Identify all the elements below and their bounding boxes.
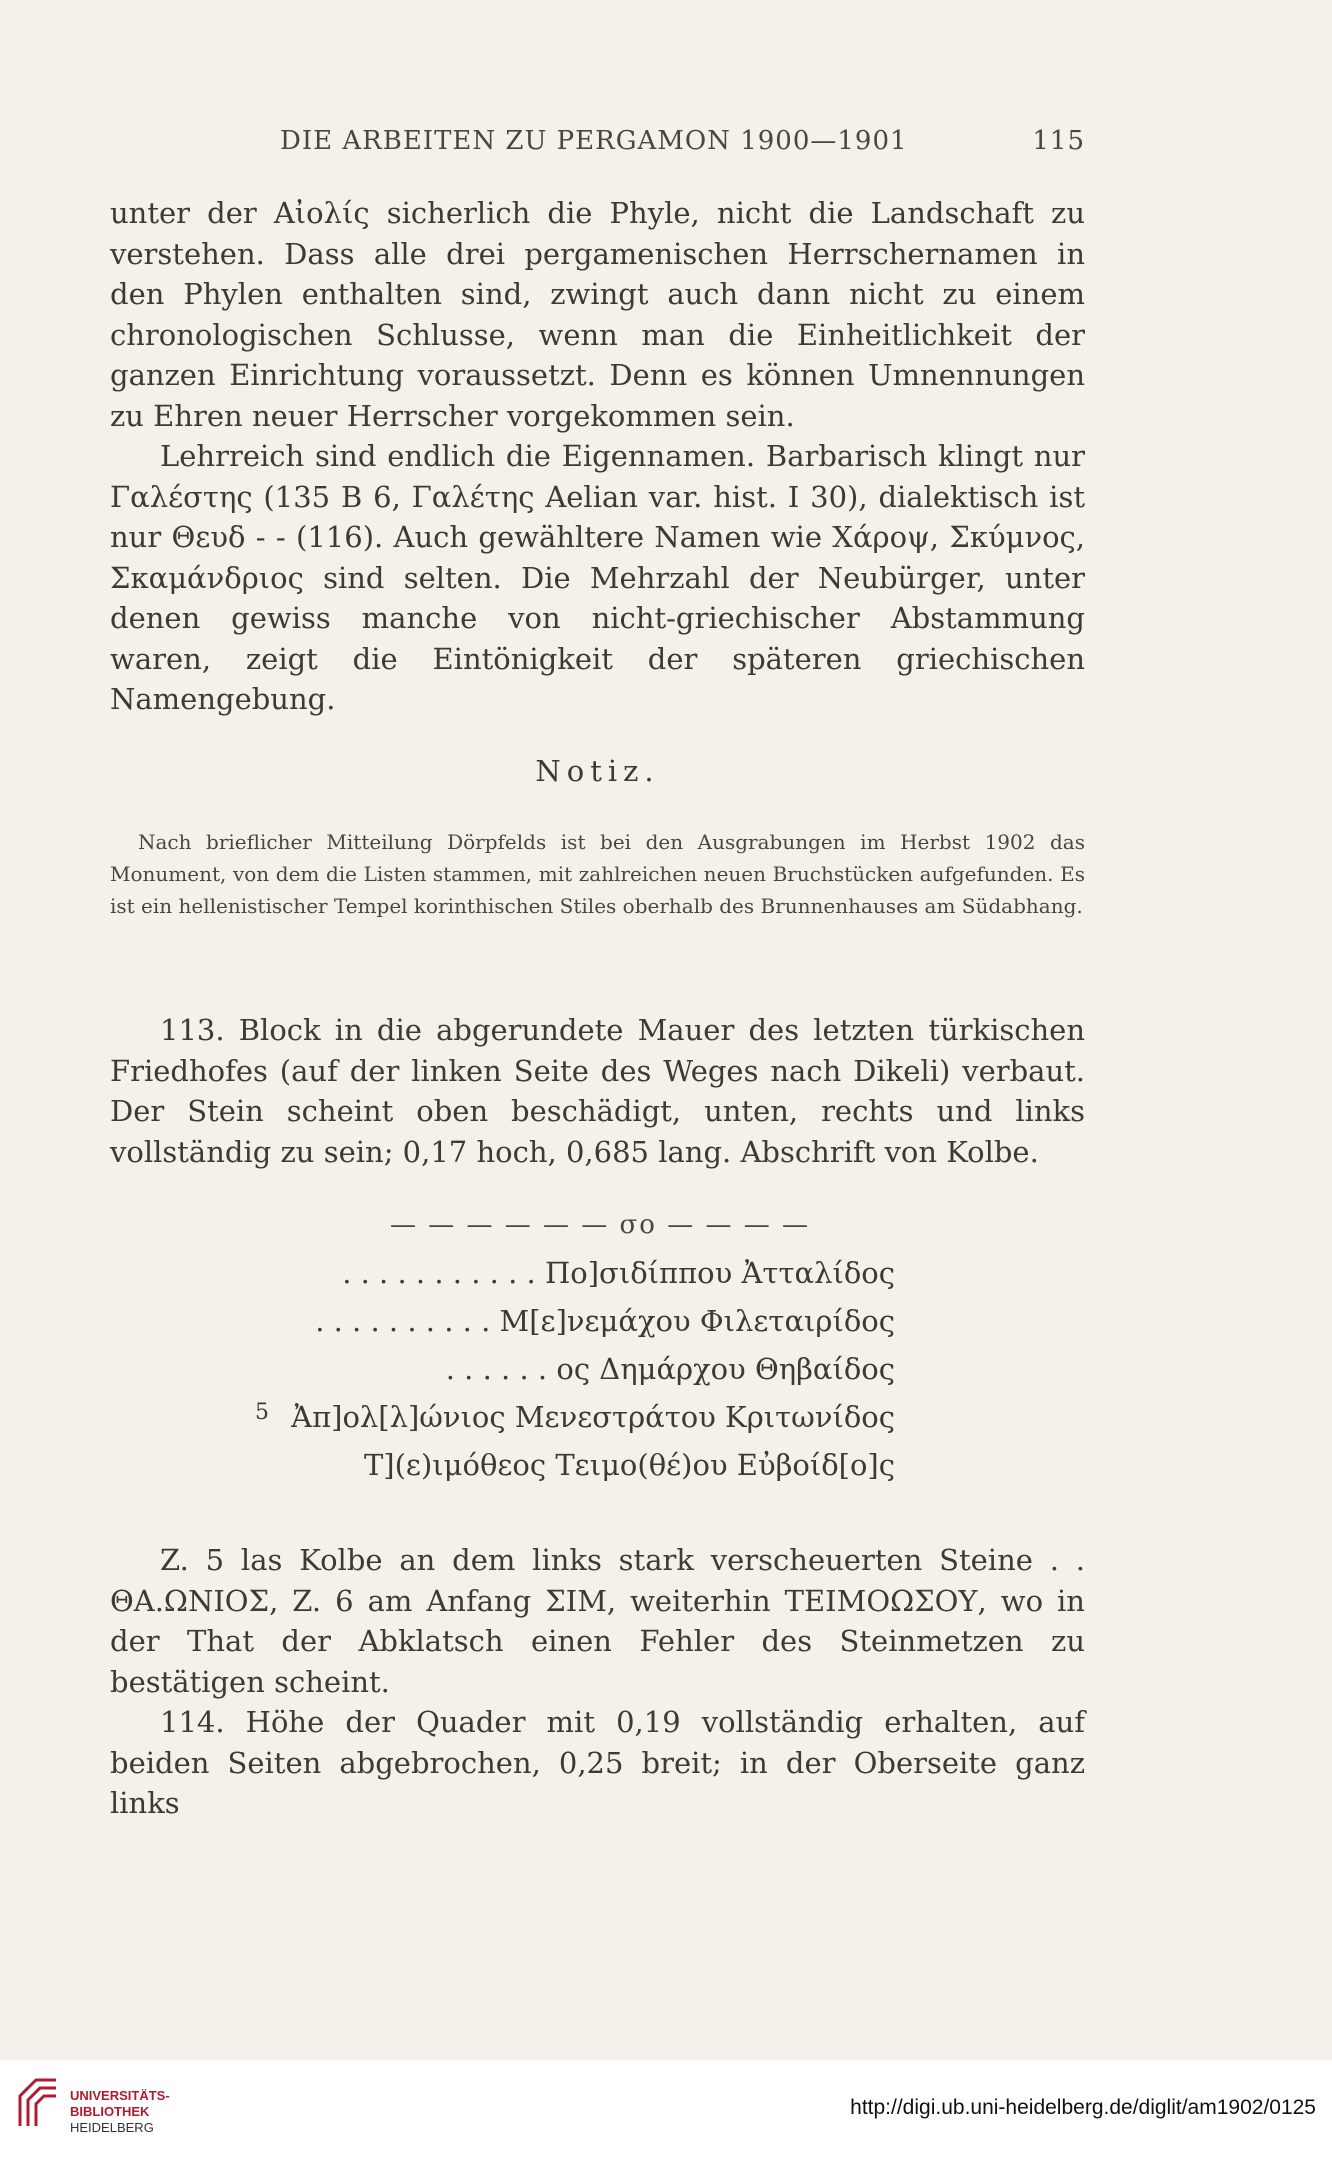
main-text-block (110, 193, 1085, 720)
inscription (255, 1256, 895, 1496)
inscription-line (255, 1256, 895, 1304)
inscription-text: . . . . . . ος Δημάρχου Θηβαίδος (445, 1352, 895, 1386)
section-113 (110, 1010, 1085, 1172)
commentary-block (110, 1540, 1085, 1824)
library-logo-icon (16, 2074, 60, 2130)
inscription-line (255, 1352, 895, 1400)
inscription-text: Τ](ε)ιμόθεος Τειμο(θέ)ου Εὐβοίδ[ο]ς (363, 1448, 895, 1482)
inscription-text: Ἀπ]ολ[λ]ώνιος Μενεστράτου Κριτωνίδος (291, 1400, 895, 1434)
inscription-line (255, 1400, 895, 1448)
paragraph: 114. Höhe der Quader mit 0,19 vollständig erhalten, auf beiden Seiten abgebrochen, 0,25 breit; in der Oberseite ganz links (110, 1705, 1085, 1820)
inscription-line (255, 1304, 895, 1352)
library-name-line: BIBLIOTHEK (70, 2104, 150, 2119)
paragraph: 113. Block in die abgerundete Mauer des letzten türkischen Friedhofes (auf der linken Seite des Weges nach Dikeli) verbaut. Der Stein scheint oben beschädigt, unten, rechts und links vollständig zu sein; 0,17 hoch, 0,685 lang. Abschrift von Kolbe. (110, 1013, 1085, 1169)
paragraph: Lehrreich sind endlich die Eigennamen. Barbarisch klingt nur Γαλέστης (135 B 6, Γαλέτης Aelian var. hist. I 30), dialektisch ist nur Θευδ - - (116). Auch gewähltere Namen wie Χάροψ, Σκύμνος, Σκαμάνδριος sind selten. Die Mehrzahl der Neubürger, unter denen gewiss manche von nicht-griechischer Abstammung waren, zeigt die Eintönigkeit der späteren griechischen Namengebung. (110, 439, 1085, 716)
running-title: DIE ARBEITEN ZU PERGAMON 1900—1901 (280, 126, 908, 156)
library-name (70, 2088, 170, 2136)
library-name-line: UNIVERSITÄTS- (70, 2088, 170, 2103)
notiz-text: Nach brieflicher Mitteilung Dörpfelds ist bei den Ausgrabungen im Herbst 1902 das Monument, von dem die Listen stammen, mit zahlreichen neuen Bruchstücken aufgefunden. Es ist ein hellenistischer Tempel korinthischen Stiles oberhalb des Brunnenhauses am Südabhang. (110, 830, 1085, 918)
inscription-text: . . . . . . . . . . Μ[ε]νεμάχου Φιλεταιρίδος (315, 1304, 895, 1338)
inscription-line (255, 1448, 895, 1496)
page-header (110, 126, 1085, 166)
inscription-text: . . . . . . . . . . . Πο]σιδίππου Ἀτταλίδος (342, 1256, 895, 1290)
library-name-line: HEIDELBERG (70, 2120, 154, 2135)
notiz-block (110, 826, 1085, 922)
paragraph: unter der Αἰολίς sicherlich die Phyle, nicht die Landschaft zu verstehen. Dass alle drei pergamenischen Herrschernamen in den Phylen enthalten sind, zwingt auch dann nicht zu einem chronologischen Schlusse, wenn man die Einheitlichkeit der ganzen Einrichtung voraussetzt. Denn es können Umnennungen zu Ehren neuer Herrscher vorgekommen sein. (110, 196, 1085, 433)
notiz-heading: Notiz. (535, 754, 660, 788)
line-number: 5 (255, 1400, 269, 1425)
page-number: 115 (1032, 126, 1085, 156)
permalink-url[interactable]: http://digi.ub.uni-heidelberg.de/diglit/am1902/0125 (850, 2096, 1316, 2119)
inscription-top-line: — — — — — — σο — — — — (389, 1210, 811, 1240)
paragraph: Z. 5 las Kolbe an dem links stark verscheuerten Steine . . ΘΑ.ΩΝΙΟΣ, Z. 6 am Anfang ΣΙΜ, weiterhin ΤΕΙΜΟΩΣΟΥ, wo in der That der Abklatsch einen Fehler des Steinmetzen zu bestätigen scheint. (110, 1543, 1085, 1699)
viewer-footer (0, 2060, 1332, 2159)
